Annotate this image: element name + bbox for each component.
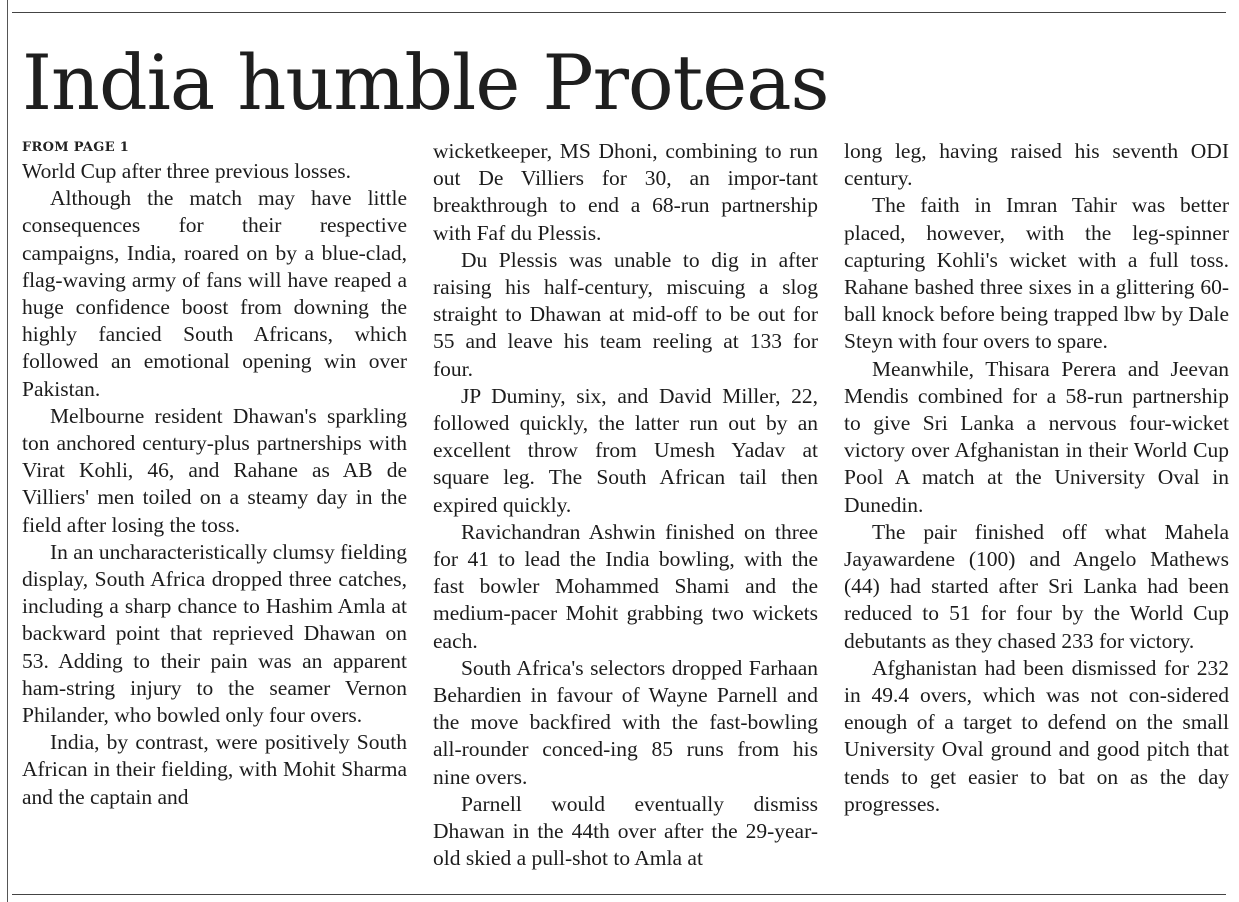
- article-body: [22, 138, 1230, 888]
- article-column-3: [844, 138, 1229, 888]
- paragraph: South Africa's selectors dropped Farhaan Behardien in favour of Wayne Parnell and the move backfired with the fast-bowling all-rounder conced-ing 85 runs from his nine overs.: [433, 655, 818, 789]
- top-rule: [12, 12, 1226, 13]
- article-column-2: [433, 138, 818, 888]
- paragraph: Meanwhile, Thisara Perera and Jeevan Mendis combined for a 58-run partnership to give Sri Lanka a nervous four-wicket victory over Afghanistan in their World Cup Pool A match at the University Oval in Dunedin.: [844, 356, 1229, 517]
- paragraph: World Cup after three previous losses.: [22, 159, 352, 183]
- paragraph: JP Duminy, six, and David Miller, 22, followed quickly, the latter run out by an excellent throw from Umesh Yadav at square leg. The South African tail then expired quickly.: [433, 383, 818, 517]
- paragraph: In an uncharacteristically clumsy fielding display, South Africa dropped three catches, including a sharp chance to Hashim Amla at backward point that reprieved Dhawan on 53. Adding to their pain was an apparent ham-string injury to the seamer Vernon Philander, who bowled only four overs.: [22, 539, 407, 728]
- paragraph: The pair finished off what Mahela Jayawardene (100) and Angelo Mathews (44) had started after Sri Lanka had been reduced to 51 for four by the World Cup debutants as they chased 233 for victory.: [844, 519, 1229, 653]
- paragraph: wicketkeeper, MS Dhoni, combining to run out De Villiers for 30, an impor-tant breakthrough to end a 68-run partnership with Faf du Plessis.: [433, 139, 818, 245]
- paragraph: Du Plessis was unable to dig in after raising his half-century, miscuing a slog straight to Dhawan at mid-off to be out for 55 and leave his team reeling at 133 for four.: [433, 247, 818, 381]
- bottom-rule: [12, 894, 1226, 895]
- left-column-rule: [7, 0, 8, 902]
- kicker: FROM PAGE 1: [22, 140, 130, 155]
- paragraph: Afghanistan had been dismissed for 232 in 49.4 overs, which was not con-sidered enough of a target to defend on the small University Oval ground and good pitch that tends to get easier to bat on as the day progresses.: [844, 655, 1229, 816]
- paragraph: Although the match may have little consequences for their respective campaigns, India, roared on by a blue-clad, flag-waving army of fans will have reaped a huge confidence boost from downing the highly fancied South Africans, which followed an emotional opening win over Pakistan.: [22, 186, 407, 401]
- paragraph: Melbourne resident Dhawan's sparkling ton anchored century-plus partnerships with Virat Kohli, 46, and Rahane as AB de Villiers' men toiled on a steamy day in the field after losing the toss.: [22, 403, 407, 537]
- paragraph: Ravichandran Ashwin finished on three for 41 to lead the India bowling, with the fast bowler Mohammed Shami and the medium-pacer Mohit grabbing two wickets each.: [433, 519, 818, 653]
- article-column-1: [22, 138, 407, 888]
- paragraph: Parnell would eventually dismiss Dhawan in the 44th over after the 29-year-old skied a pull-shot to Amla at: [433, 791, 818, 871]
- paragraph: The faith in Imran Tahir was better placed, however, with the leg-spinner capturing Kohli's wicket with a full toss. Rahane bashed three sixes in a glittering 60-ball knock before being trapped lbw by Dale Steyn with four overs to spare.: [844, 193, 1229, 354]
- paragraph: long leg, having raised his seventh ODI century.: [844, 139, 1229, 191]
- headline: India humble Proteas: [22, 38, 829, 127]
- paragraph: India, by contrast, were positively South African in their fielding, with Mohit Sharma and the captain and: [22, 730, 407, 809]
